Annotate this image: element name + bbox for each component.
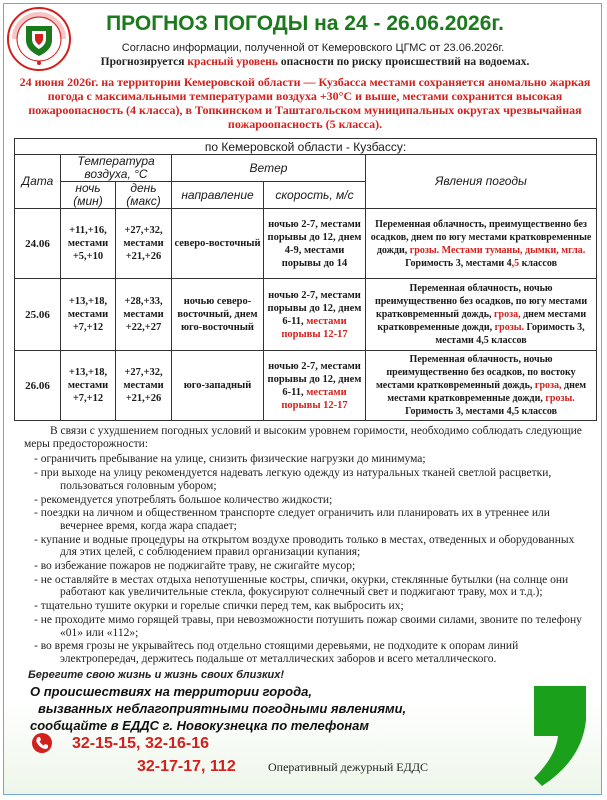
phone-numbers-2[interactable]: 32-17-17, 112 [137, 758, 236, 775]
list-item: - поездки на личном и общественном транспорте следует ограничить или планировать их в утреннее или вечернее время, когда жара спадает; [34, 507, 550, 532]
table-row: 24.06 +11,+16, местами +5,+10 +27,+32, местами +21,+26 северо-восточный ночью 2-7, местами порывы до 12, днем 4-9, местами порывы до 14 Переменная облачность, преимущественно без осадков, днем по югу местами кратковременные дожди, грозы. Местами туманы, дымки, мгла. Горимость 3, местами 4,5 классов [15, 209, 597, 279]
advice-list [24, 453, 584, 665]
list-item: - рекомендуется употреблять большое количество жидкости; [34, 493, 333, 506]
list-item: - ограничить пребывание на улице, снизить физические нагрузки до минимума; [34, 453, 426, 466]
risk-level: красный уровень [187, 56, 278, 68]
col-temperature: Температура воздуха, °С [61, 155, 172, 182]
duty-officer: Оперативный дежурный ЕДДС [268, 760, 429, 774]
report-info: О происшествиях на территории города, вызванных неблагоприятными погодными явлениями, сообщайте в ЕДДС г. Новокузнецка по телефонам [30, 684, 407, 733]
care-slogan: Берегите свою жизнь и жизнь своих близких! [28, 669, 285, 681]
list-item: - купание и водные процедуры на открытом воздухе проводить только в местах, отведенных и оборудованных для этих целей, с соблюдением правил организации купания; [34, 533, 575, 559]
intro-paragraph: 24 июня 2026г. на территории Кемеровской области — Кузбасса местами сохраняется аномально жаркая погода с максимальными температурами воздуха +30°С и выше, местами сохранится высокая пожароопасность (4 класса), в Топкинском и Таштагольском муниципальных округах чрезвычайная пожароопасность (5 класса). [19, 75, 591, 131]
col-day: день (макс) [116, 182, 172, 209]
list-item: - тщательно тушите окурки и горелые спички перед тем, как выбросить их; [34, 600, 404, 613]
emblem-logo [6, 6, 72, 72]
list-item: - не проходите мимо горящей травы, при невозможности потушить пожар своими силами, звоните по телефону «01» или «112»; [34, 613, 582, 639]
col-direction: направление [172, 182, 264, 209]
list-item: - во время грозы не укрывайтесь под отдельно стоящими деревьями, не подходите к опорам линий электропередач, держитесь подальше от металлических заборов и всего металлического. [34, 640, 519, 665]
list-item: - при выходе на улицу рекомендуется надевать легкую одежду из натуральных тканей светлой расцветки, пользоваться головным убором; [34, 467, 552, 492]
list-item: - не оставляйте в местах отдыха непотушенные костры, спички, окурки, стеклянные бутылки (на солнце они работают как увеличительные стекла, фокусируют солнечный свет и поджигают траву, мох и т.д.); [34, 573, 569, 599]
col-date: Дата [15, 155, 61, 209]
page-title: ПРОГНОЗ ПОГОДЫ на 24 - 26.06.2026г. [106, 12, 504, 35]
phone-numbers-1[interactable]: 32-15-15, 32-16-16 [72, 735, 209, 752]
green-comma-decoration [520, 680, 590, 790]
col-wind: Ветер [172, 155, 366, 182]
advice-lead: В связи с ухудшением погодных условий и высоким уровнем горимости, необходимо соблюдать следующие меры предосторожности: [24, 425, 582, 450]
table-row: 25.06 +13,+18, местами +7,+12 +28,+33, местами +22,+27 ночью северо-восточный, днем юго-восточный ночью 2-7, местами порывы до 12, днем 6-11, местами порывы 12-17 Переменная облачность, ночью преимущественно без осадков, по югу местами кратковременный дождь, гроза, днем местами кратковременные дожди, грозы. Горимость 3, местами 4,5 классов [15, 279, 597, 351]
forecast-table [14, 138, 597, 421]
phone-icon [31, 732, 53, 754]
source-line: Согласно информации, полученной от Кемеровского ЦГМС от 23.06.2026г. [121, 42, 505, 54]
col-speed: скорость, м/с [264, 182, 366, 209]
col-phenomena: Явления погоды [366, 155, 597, 209]
risk-line: Прогнозируется красный уровень опасности по риску происшествий на водоемах. [100, 56, 530, 68]
advice-section [24, 425, 584, 667]
table-row: 26.06 +13,+18, местами +7,+12 +27,+32, местами +21,+26 юго-западный ночью 2-7, местами порывы до 12, днем 6-11, местами порывы 12-17 Переменная облачность, ночью преимущественно без осадков, по востоку местами кратковременный дождь, гроза, днем местами кратковременные дожди, грозы. Горимость 3, местами 4,5 классов [15, 351, 597, 421]
list-item: - во избежание пожаров не поджигайте траву, не сжигайте мусор; [34, 560, 356, 573]
col-night: ночь (мин) [61, 182, 116, 209]
table-caption: по Кемеровской области - Кузбассу: [15, 139, 597, 155]
